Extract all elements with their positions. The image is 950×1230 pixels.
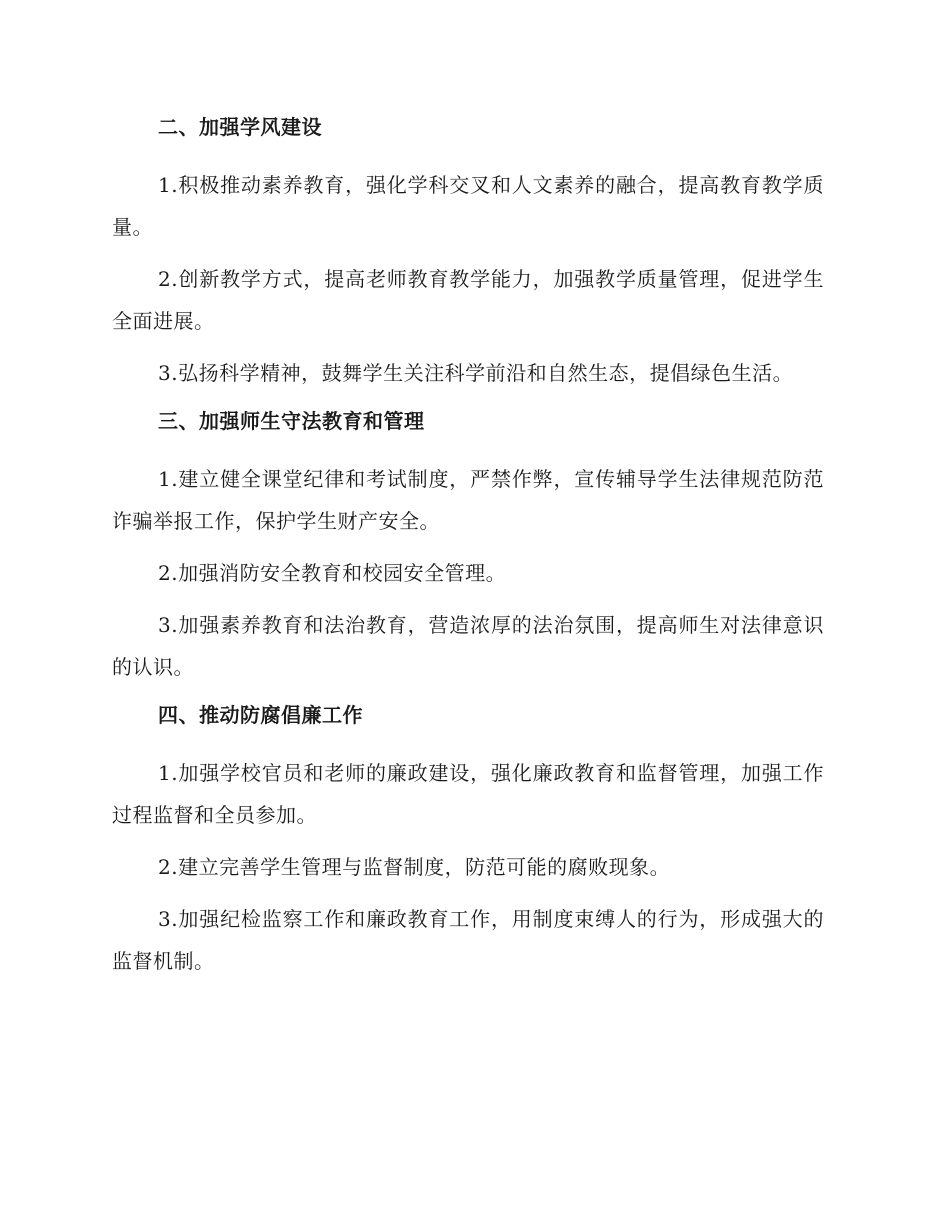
list-item: 3.加强纪检监察工作和廉政教育工作，用制度束缚人的行为，形成强大的监督机制。 <box>112 907 824 973</box>
list-item: 2.建立完善学生管理与监督制度，防范可能的腐败现象。 <box>158 855 671 879</box>
list-item: 3.弘扬科学精神，鼓舞学生关注科学前沿和自然生态，提倡绿色生活。 <box>158 361 794 385</box>
section-heading: 三、加强师生守法教育和管理 <box>158 409 425 433</box>
section-law-education <box>112 404 824 688</box>
list-item: 2.加强消防安全教育和校园安全管理。 <box>158 561 507 585</box>
list-item: 1.积极推动素养教育，强化学科交叉和人文素养的融合，提高教育教学质量。 <box>112 173 824 239</box>
section-study-style <box>112 110 824 394</box>
section-heading: 二、加强学风建设 <box>158 115 322 139</box>
list-item: 3.加强素养教育和法治教育，营造浓厚的法治氛围，提高师生对法律意识的认识。 <box>112 613 824 679</box>
list-item: 2.创新教学方式，提高老师教育教学能力，加强教学质量管理，促进学生全面进展。 <box>112 267 824 333</box>
section-anti-corruption <box>112 698 824 982</box>
list-item: 1.建立健全课堂纪律和考试制度，严禁作弊，宣传辅导学生法律规范防范诈骗举报工作，保护学生财产安全。 <box>112 467 824 533</box>
document-page <box>112 110 824 992</box>
list-item: 1.加强学校官员和老师的廉政建设，强化廉政教育和监督管理，加强工作过程监督和全员参加。 <box>112 761 824 827</box>
section-heading: 四、推动防腐倡廉工作 <box>158 703 363 727</box>
